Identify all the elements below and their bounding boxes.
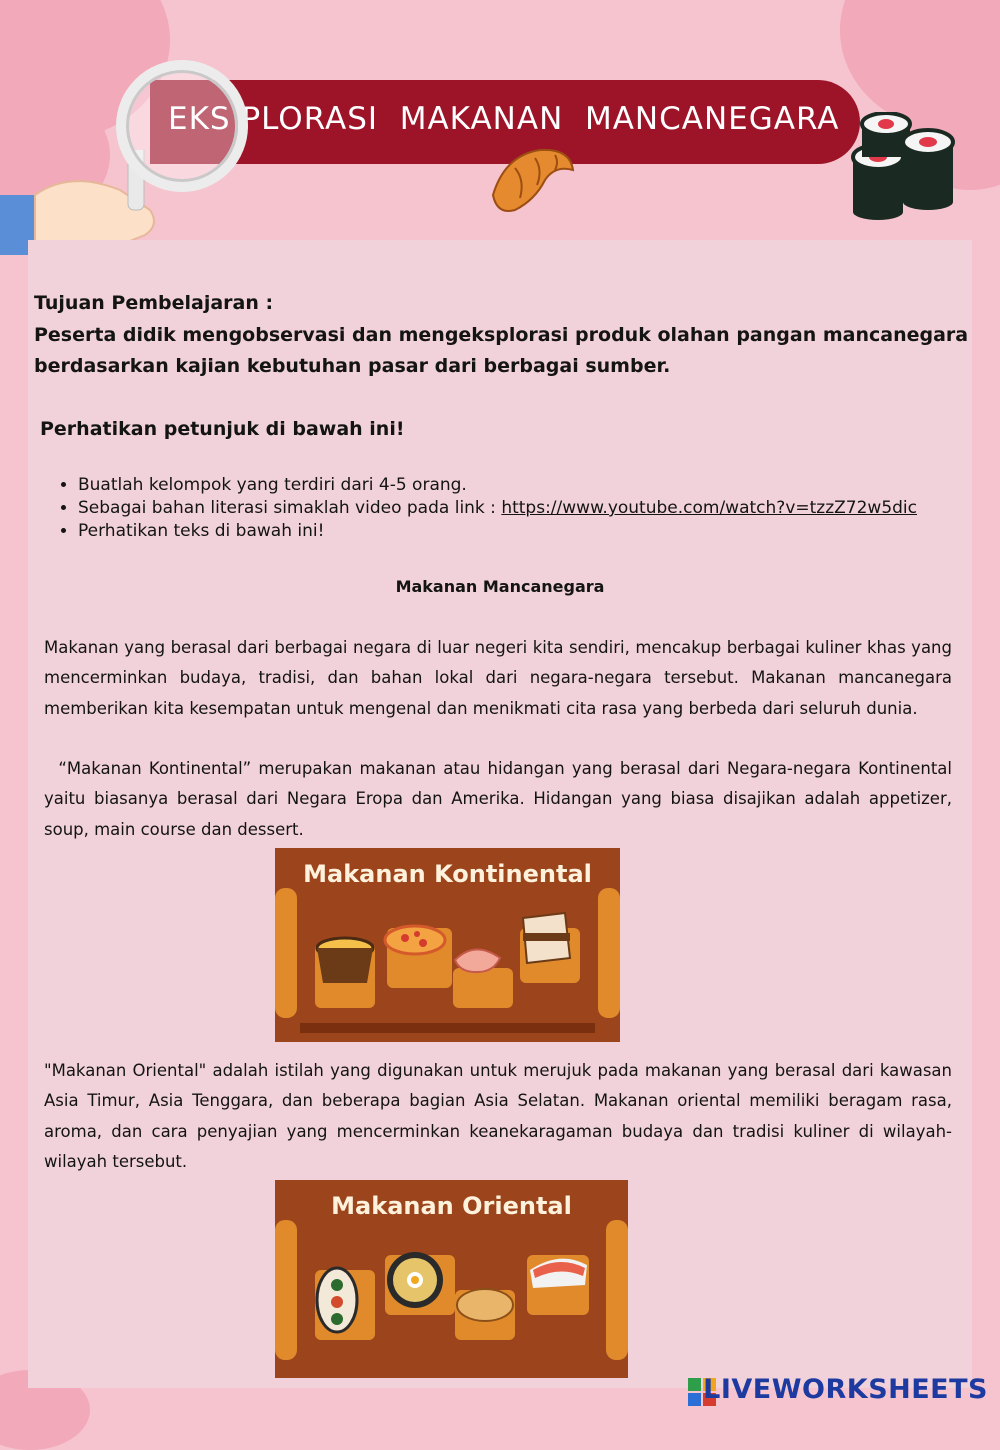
list-item-text: Sebagai bahan literasi simaklah video pada link :	[78, 498, 502, 518]
continental-image-title: Makanan Kontinental	[303, 860, 592, 888]
page-title: EKS PLORASI MAKANAN MANCANEGARA	[168, 101, 840, 137]
paragraph-oriental: "Makanan Oriental" adalah istilah yang digunakan untuk merujuk pada makanan yang berasal dari kawasan Asia Timur, Asia Tenggara, dan beberapa bagian Asia Selatan. Makanan oriental memiliki beragam rasa, aroma, dan cara penyajian yang mencerminkan keanekaragaman budaya dan tradisi kuliner di wilayah-wilayah tersebut.	[44, 1061, 952, 1171]
continental-dishes-icon	[275, 848, 620, 1042]
paragraph-intro: Makanan yang berasal dari berbagai negara di luar negeri kita sendiri, mencakup berbagai kuliner khas yang mencerminkan budaya, tradisi, dan bahan lokal dari negara-negara tersebut. Makanan mancanegara memberikan kita kesempatan untuk mengenal dan menikmati cita rasa yang berbeda dari seluruh dunia.	[44, 638, 952, 718]
instructions-list	[54, 474, 978, 543]
list-item	[78, 474, 978, 497]
goal-heading: Tujuan Pembelajaran :	[34, 292, 274, 314]
list-item-text: Perhatikan teks di bawah ini!	[78, 521, 325, 541]
magnifier-lens-icon	[116, 60, 248, 192]
oriental-dishes-icon	[275, 1180, 628, 1378]
list-item-text: Buatlah kelompok yang terdiri dari 4-5 orang.	[78, 475, 467, 495]
video-link[interactable]: https://www.youtube.com/watch?v=tzzZ72w5dic	[501, 498, 917, 518]
instructions-heading: Perhatikan petunjuk di bawah ini!	[40, 418, 405, 440]
oriental-food-image	[275, 1180, 628, 1378]
watermark: LIVEWORKSHEETS	[703, 1374, 988, 1405]
article-title: Makanan Mancanegara	[395, 577, 605, 596]
list-item	[78, 520, 978, 543]
goal-text: Peserta didik mengobservasi dan mengeksplorasi produk olahan pangan mancanegara berdasarkan kajian kebutuhan pasar dari berbagai sumber.	[34, 324, 969, 377]
oriental-image-title: Makanan Oriental	[331, 1192, 572, 1220]
continental-food-image	[275, 848, 620, 1042]
paragraph-continental: “Makanan Kontinental” merupakan makanan atau hidangan yang berasal dari Negara-negara Kontinental yaitu biasanya berasal dari Negara Eropa dan Amerika. Hidangan yang biasa disajikan adalah appetizer, soup, main course dan dessert.	[44, 759, 952, 839]
list-item	[78, 497, 978, 520]
sushi-icon	[848, 112, 958, 222]
croissant-icon	[485, 140, 580, 225]
